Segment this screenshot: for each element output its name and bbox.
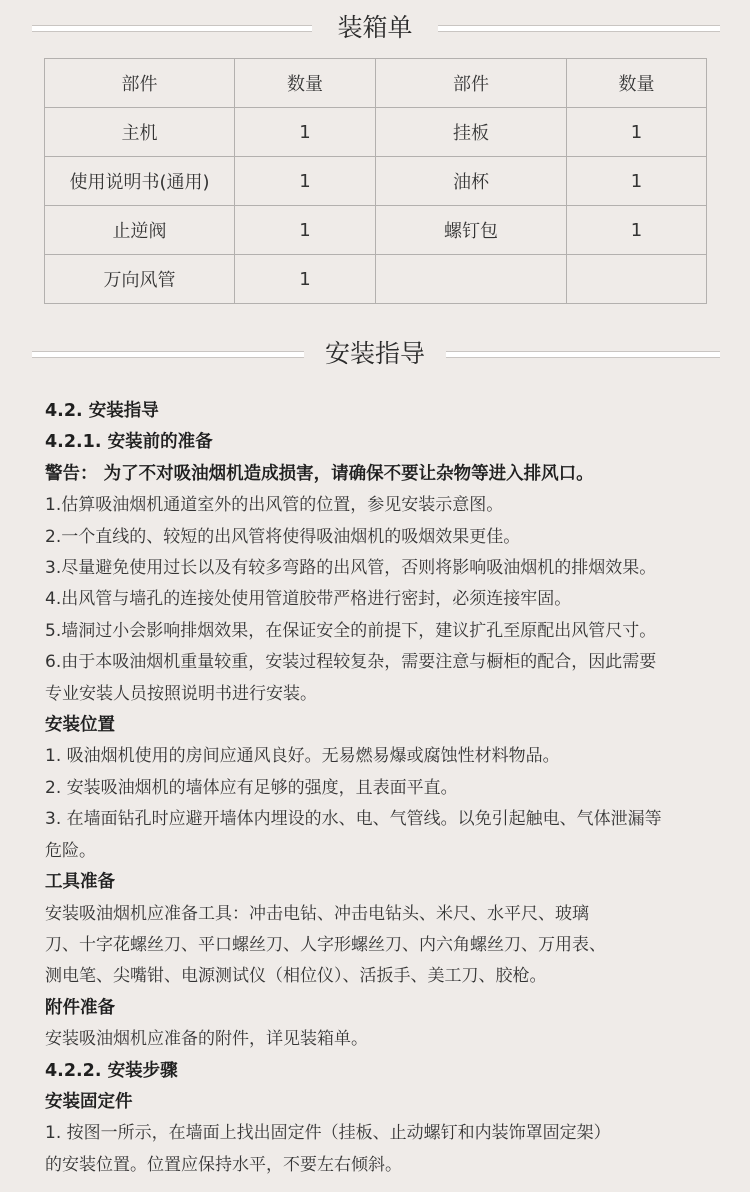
header-divider-right	[438, 25, 720, 32]
table-header-row	[45, 59, 707, 108]
guide-heading: 警告： 为了不对吸油烟机造成损害，请确保不要让杂物等进入排风口。	[45, 463, 594, 484]
packing-list-header	[0, 8, 750, 48]
guide-heading: 4.2.2. 安装步骤	[45, 1060, 178, 1081]
guide-paragraph-line: 1. 按图一所示，在墙面上找出固定件（挂板、止动螺钉和内装饰罩固定架）	[45, 1123, 611, 1144]
guide-paragraph-line: 1.估算吸油烟机通道室外的出风管的位置，参见安装示意图。	[45, 495, 504, 516]
table-header-cell: 部件	[376, 59, 567, 108]
installation-guide-text	[45, 396, 715, 1181]
guide-paragraph-line: 3. 在墙面钻孔时应避开墙体内埋设的水、电、气管线。以免引起触电、气体泄漏等	[45, 809, 662, 830]
table-header-cell: 部件	[45, 59, 235, 108]
quantity-cell	[567, 255, 707, 304]
guide-paragraph-line: 刀、十字花螺丝刀、平口螺丝刀、人字形螺丝刀、内六角螺丝刀、万用表、	[45, 934, 606, 955]
quantity-cell: 1	[567, 206, 707, 255]
header-divider-right	[446, 351, 720, 358]
guide-paragraph-line: 安装吸油烟机应准备工具：冲击电钻、冲击电钻头、米尺、水平尺、玻璃	[45, 903, 589, 924]
part-name-cell: 万向风管	[45, 255, 235, 304]
guide-paragraph-line: 3.尽量避免使用过长以及有较多弯路的出风管，否则将影响吸油烟机的排烟效果。	[45, 558, 657, 579]
guide-paragraph-line: 1. 吸油烟机使用的房间应通风良好。无易燃易爆或腐蚀性材料物品。	[45, 746, 560, 767]
guide-heading: 4.2. 安装指导	[45, 401, 159, 421]
quantity-cell: 1	[235, 255, 376, 304]
guide-heading: 4.2.1. 安装前的准备	[45, 432, 213, 453]
table-row	[45, 255, 707, 304]
guide-heading: 安装位置	[45, 715, 115, 736]
guide-heading: 附件准备	[45, 997, 115, 1018]
part-name-cell: 油杯	[376, 157, 567, 206]
guide-paragraph-line: 危险。	[45, 840, 96, 861]
guide-paragraph-line: 专业安装人员按照说明书进行安装。	[45, 683, 317, 704]
table-header-cell: 数量	[567, 59, 707, 108]
installation-guide-header	[0, 334, 750, 374]
installation-guide-title: 安装指导	[324, 339, 425, 368]
guide-paragraph-line: 4.出风管与墙孔的连接处使用管道胶带严格进行密封，必须连接牢固。	[45, 589, 572, 610]
guide-paragraph-line: 5.墙洞过小会影响排烟效果，在保证安全的前提下，建议扩孔至原配出风管尺寸。	[45, 620, 657, 641]
table-row	[45, 108, 707, 157]
guide-heading: 工具准备	[45, 872, 115, 893]
guide-paragraph-line: 2. 安装吸油烟机的墙体应有足够的强度，且表面平直。	[45, 777, 458, 798]
part-name-cell: 挂板	[376, 108, 567, 157]
quantity-cell: 1	[235, 206, 376, 255]
quantity-cell: 1	[567, 157, 707, 206]
part-name-cell	[376, 255, 567, 304]
quantity-cell: 1	[235, 108, 376, 157]
table-row	[45, 157, 707, 206]
packing-list-table	[44, 58, 707, 304]
quantity-cell: 1	[567, 108, 707, 157]
part-name-cell: 使用说明书(通用)	[45, 157, 235, 206]
packing-list-title: 装箱单	[337, 13, 413, 42]
table-row	[45, 206, 707, 255]
table-header-cell: 数量	[235, 59, 376, 108]
guide-paragraph-line: 2.一个直线的、较短的出风管将使得吸油烟机的吸烟效果更佳。	[45, 526, 521, 547]
guide-heading: 安装固定件	[45, 1091, 133, 1112]
guide-paragraph-line: 安装吸油烟机应准备的附件，详见装箱单。	[45, 1029, 368, 1050]
guide-paragraph-line: 测电笔、尖嘴钳、电源测试仪（相位仪）、活扳手、美工刀、胶枪。	[45, 966, 547, 987]
part-name-cell: 止逆阀	[45, 206, 235, 255]
part-name-cell: 螺钉包	[376, 206, 567, 255]
guide-paragraph-line: 6.由于本吸油烟机重量较重，安装过程较复杂，需要注意与橱柜的配合，因此需要	[45, 652, 657, 673]
guide-paragraph-line: 的安装位置。位置应保持水平，不要左右倾斜。	[45, 1154, 402, 1175]
quantity-cell: 1	[235, 157, 376, 206]
part-name-cell: 主机	[45, 108, 235, 157]
